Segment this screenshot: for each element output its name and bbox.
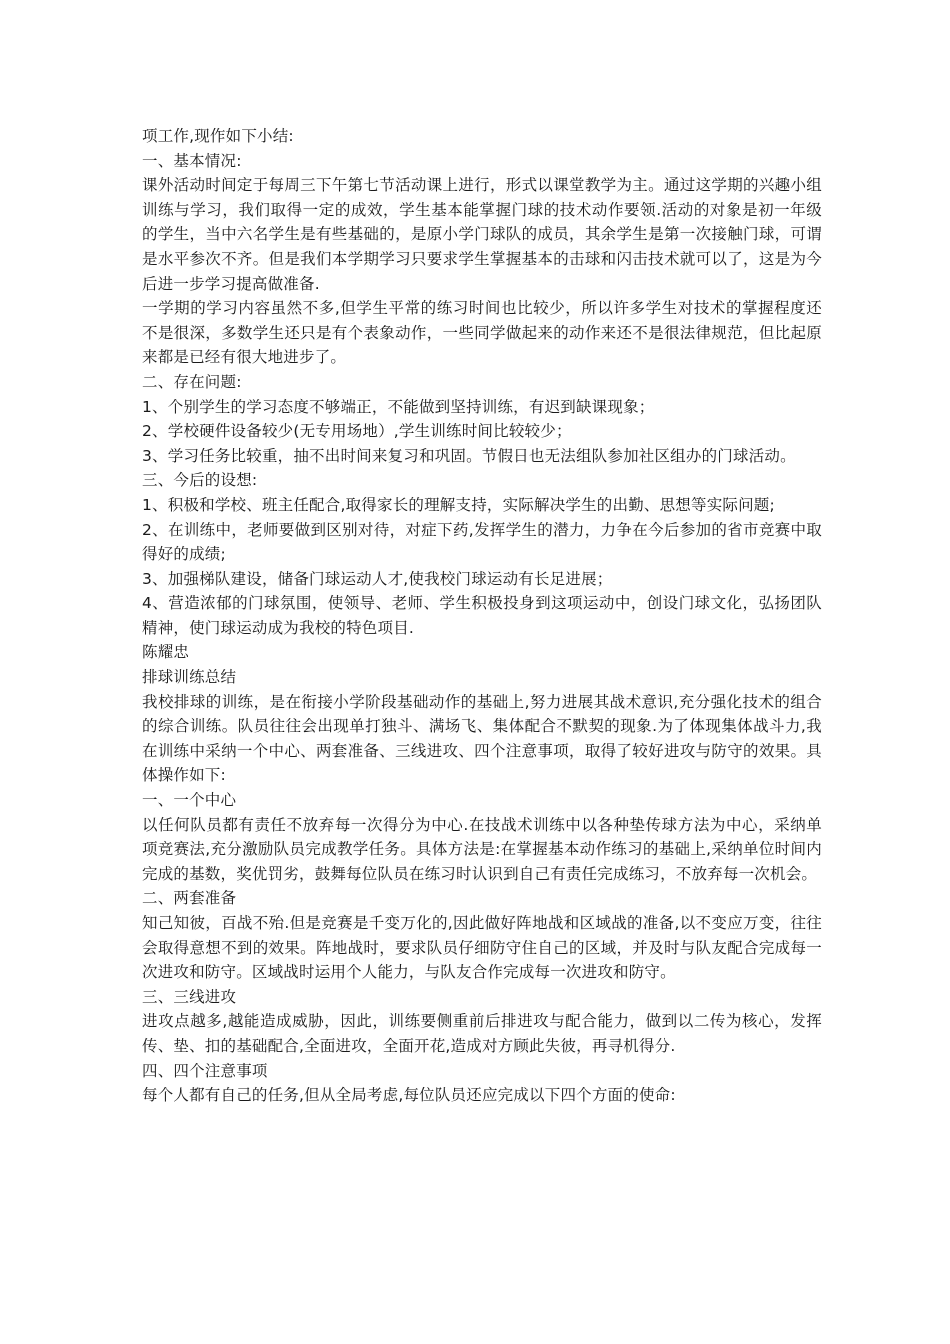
basic-situation-paragraph-2: 一学期的学习内容虽然不多,但学生平常的练习时间也比较少，所以许多学生对技术的掌握程度还不是很深，多数学生还只是有个表象动作，一些同学做起来的动作来还不是很法律规范，但比起原来都是已经有很大地进步了。 xyxy=(142,299,822,367)
problem-item-3: 3、学习任务比较重，抽不出时间来复习和巩固。节假日也无法组队参加社区组办的门球活动。 xyxy=(142,446,796,465)
section-heading-two-preparations: 二、两套准备 xyxy=(142,889,237,908)
section-heading-basic-situation: 一、基本情况: xyxy=(142,151,242,170)
three-line-attack-paragraph: 进攻点越多,越能造成威胁，因此，训练要侧重前后排进攻与配合能力，做到以二传为核心，发挥传、垫、扣的基础配合,全面进攻，全面开花,造成对方顾此失彼，再寻机得分. xyxy=(142,1012,822,1055)
plan-item-4: 4、营造浓郁的门球氛围，使领导、老师、学生积极投身到这项运动中，创设门球文化，弘扬团队精神，使门球运动成为我校的特色项目. xyxy=(142,594,822,637)
section-heading-problems: 二、存在问题: xyxy=(142,372,242,391)
plan-item-1: 1、积极和学校、班主任配合,取得家长的理解支持，实际解决学生的出勤、思想等实际问题; xyxy=(142,495,775,514)
section-heading-three-line-attack: 三、三线进攻 xyxy=(142,987,237,1006)
volleyball-summary-title: 排球训练总结 xyxy=(142,668,237,687)
section-heading-future-plans: 三、今后的设想: xyxy=(142,471,258,490)
author-name: 陈耀忠 xyxy=(142,643,190,662)
two-preparations-paragraph: 知己知彼，百战不殆.但是竞赛是千变万化的,因此做好阵地战和区域战的准备,以不变应万变，往往会取得意想不到的效果。阵地战时，要求队员仔细防守住自己的区域，并及时与队友配合完成每一次进攻和防守。区域战时运用个人能力，与队友合作完成每一次进攻和防守。 xyxy=(142,914,822,982)
one-center-paragraph: 以任何队员都有责任不放弃每一次得分为中心.在技战术训练中以各种垫传球方法为中心，采纳单项竞赛法,充分激励队员完成教学任务。具体方法是:在掌握基本动作练习的基础上,采纳单位时间内完成的基数，奖优罚劣，鼓舞每位队员在练习时认识到自己有责任完成练习，不放弃每一次机会。 xyxy=(142,815,822,883)
section-heading-four-notes: 四、四个注意事项 xyxy=(142,1061,268,1080)
basic-situation-paragraph-1: 课外活动时间定于每周三下午第七节活动课上进行，形式以课堂教学为主。通过这学期的兴趣小组训练与学习，我们取得一定的成效，学生基本能掌握门球的技术动作要领.活动的对象是初一年级的学生，当中六名学生是有些基础的，是原小学门球队的成员，其余学生是第一次接触门球，可谓是水平参次不齐。但是我们本学期学习只要求学生掌握基本的击球和闪击技术就可以了，这是为今后进一步学习提高做准备. xyxy=(142,176,822,293)
section-heading-one-center: 一、一个中心 xyxy=(142,791,237,810)
document-body xyxy=(142,124,822,1108)
plan-item-2: 2、在训练中，老师要做到区别对待，对症下药,发挥学生的潜力，力争在今后参加的省市竞赛中取得好的成绩; xyxy=(142,520,822,564)
problem-item-1: 1、个别学生的学习态度不够端正，不能做到坚持训练，有迟到缺课现象； xyxy=(142,397,655,416)
plan-item-3: 3、加强梯队建设，储备门球运动人才,使我校门球运动有长足进展； xyxy=(142,569,613,588)
problem-item-2: 2、学校硬件设备较少(无专用场地）,学生训练时间比较较少； xyxy=(142,422,572,441)
four-notes-paragraph: 每个人都有自己的任务,但从全局考虑,每位队员还应完成以下四个方面的使命: xyxy=(142,1086,676,1105)
intro-line: 项工作,现作如下小结: xyxy=(142,127,294,145)
volleyball-intro-paragraph: 我校排球的训练，是在衔接小学阶段基础动作的基础上,努力进展其战术意识,充分强化技术的组合的综合训练。队员往往会出现单打独斗、满场飞、集体配合不默契的现象.为了体现集体战斗力,我在训练中采纳一个中心、两套准备、三线进攻、四个注意事项，取得了较好进攻与防守的效果。具体操作如下: xyxy=(142,692,822,785)
